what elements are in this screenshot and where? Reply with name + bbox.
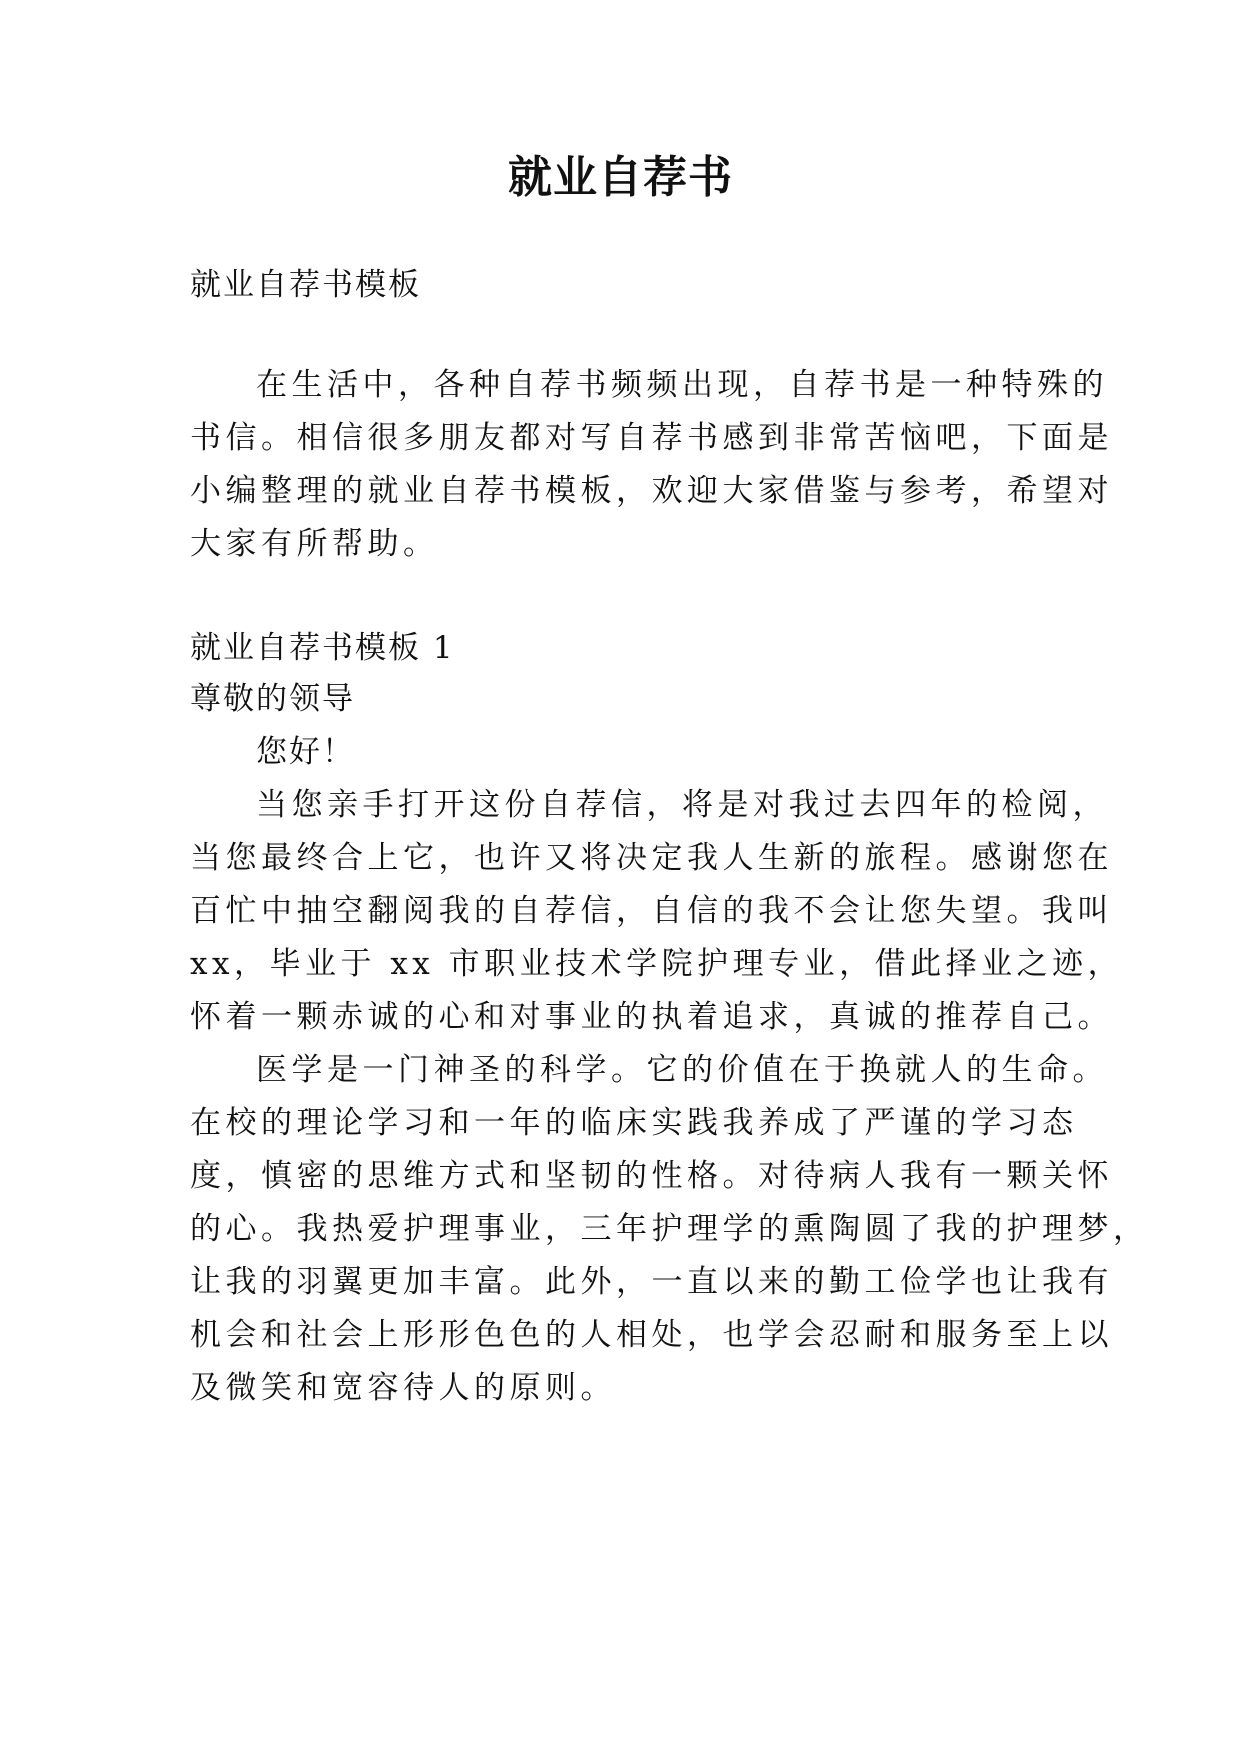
paragraph2-line: 度，慎密的思维方式和坚韧的性格。对待病人我有一颗关怀 (190, 1158, 1113, 1194)
paragraph1-line: 怀着一颗赤诚的心和对事业的执着追求，真诚的推荐自己。 (190, 999, 1113, 1035)
intro-line: 小编整理的就业自荐书模板，欢迎大家借鉴与参考，希望对 (190, 473, 1113, 509)
document-subtitle: 就业自荐书模板 (190, 267, 421, 303)
paragraph1-line: xx，毕业于 xx 市职业技术学院护理专业，借此择业之迹， (190, 946, 1124, 982)
paragraph2-line: 机会和社会上形形色色的人相处，也学会忍耐和服务至上以 (190, 1317, 1113, 1353)
intro-line: 在生活中，各种自荐书频频出现，自荐书是一种特殊的 (256, 367, 1108, 403)
intro-line: 大家有所帮助。 (190, 526, 439, 562)
salutation: 尊敬的领导 (190, 681, 355, 717)
paragraph2-line: 医学是一门神圣的科学。它的价值在于换就人的生命。 (256, 1052, 1108, 1088)
paragraph1-line: 当您最终合上它，也许又将决定我人生新的旅程。感谢您在 (190, 840, 1113, 876)
paragraph2-line: 及微笑和宽容待人的原则。 (190, 1370, 616, 1406)
section-heading: 就业自荐书模板 1 (190, 630, 455, 666)
paragraph2-line: 的心。我热爱护理事业，三年护理学的熏陶圆了我的护理梦， (190, 1211, 1149, 1247)
paragraph1-line: 百忙中抽空翻阅我的自荐信，自信的我不会让您失望。我叫 (190, 893, 1113, 929)
greeting: 您好！ (256, 734, 355, 770)
paragraph1-line: 当您亲手打开这份自荐信，将是对我过去四年的检阅， (256, 787, 1108, 823)
paragraph2-line: 让我的羽翼更加丰富。此外，一直以来的勤工俭学也让我有 (190, 1264, 1113, 1300)
paragraph2-line: 在校的理论学习和一年的临床实践我养成了严谨的学习态 (190, 1105, 1078, 1141)
document-title: 就业自荐书 (508, 152, 733, 203)
intro-line: 书信。相信很多朋友都对写自荐书感到非常苦恼吧，下面是 (190, 420, 1113, 456)
